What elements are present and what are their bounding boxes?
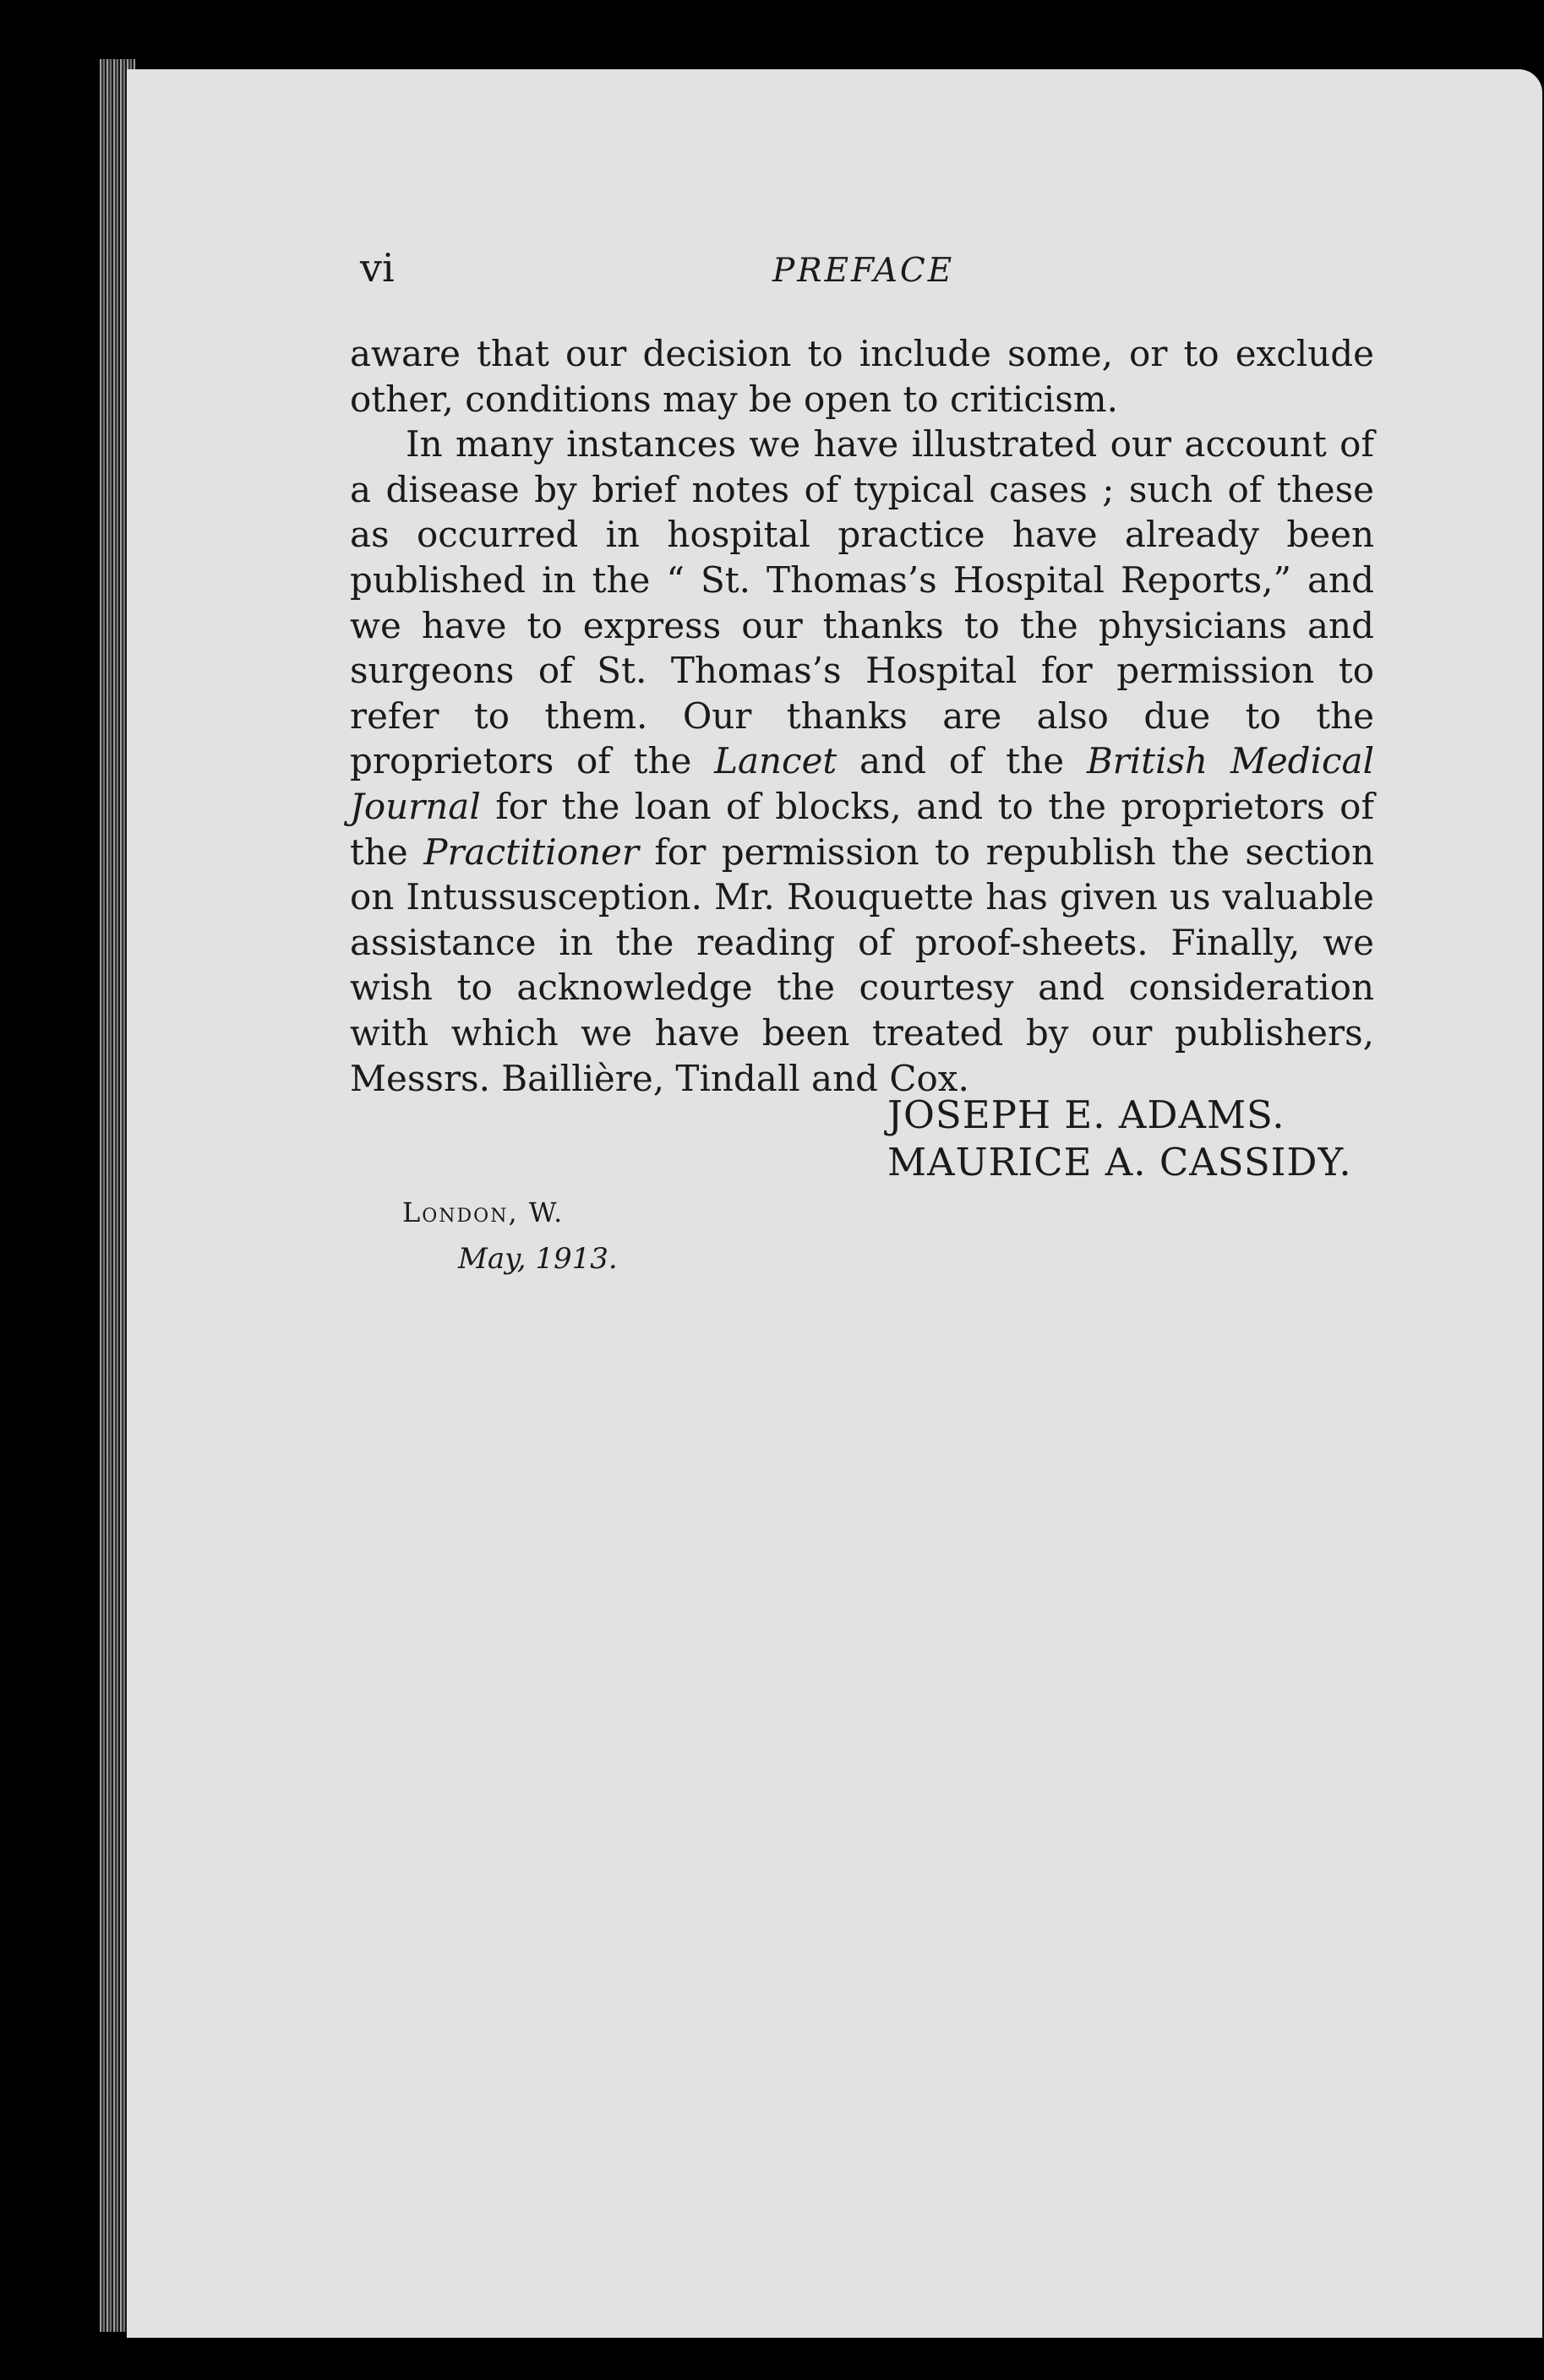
page-number: vi: [360, 245, 395, 291]
author-signature-2: MAURICE A. CASSIDY.: [887, 1140, 1352, 1185]
dateline-date: May, 1913.: [458, 1242, 618, 1276]
paragraph-2-run: In many instances we have illustrated our account of a disease by brief notes of typical cases ; such of these as occurred in hospital practice have already been published in the “ St. Thomas’s Hospital Reports,” and we have to express our thanks to the physicians and surgeons of St. Thomas’s Hospital for permission to refer to them. Our thanks are also due to the proprietors of the: [350, 423, 1374, 782]
paragraph-1: aware that our decision to include some, or to exclude other, conditions may be open to criticism.: [350, 333, 1374, 420]
journal-title-lancet: Lancet: [714, 740, 837, 782]
author-signature-1: JOSEPH E. ADAMS.: [887, 1092, 1285, 1137]
signature-block: [887, 1092, 1352, 1186]
page-header: [221, 245, 1374, 304]
running-head: PREFACE: [772, 252, 955, 290]
paragraph-2-run: for the loan of blocks, and to the proprietors of the: [350, 785, 1374, 873]
dateline-place: London, W.: [402, 1196, 565, 1228]
preface-body: [350, 331, 1374, 1101]
journal-title-bmj: British Medical Journal: [350, 740, 1374, 827]
page-content: [221, 245, 1374, 1276]
paragraph-2-run: for permission to republish the section on Intussusception. Mr. Rouquette has given us valuable assistance in the reading of proof-sheets. Finally, we wish to acknowledge the courtesy and consideration with which we have been treated by our publishers, Messrs. Baillière, Tindall and Cox.: [350, 831, 1374, 1099]
journal-title-practitioner: Practitioner: [423, 831, 639, 873]
paragraph-2: [350, 422, 1374, 1101]
paragraph-2-run: and of the: [837, 740, 1087, 782]
